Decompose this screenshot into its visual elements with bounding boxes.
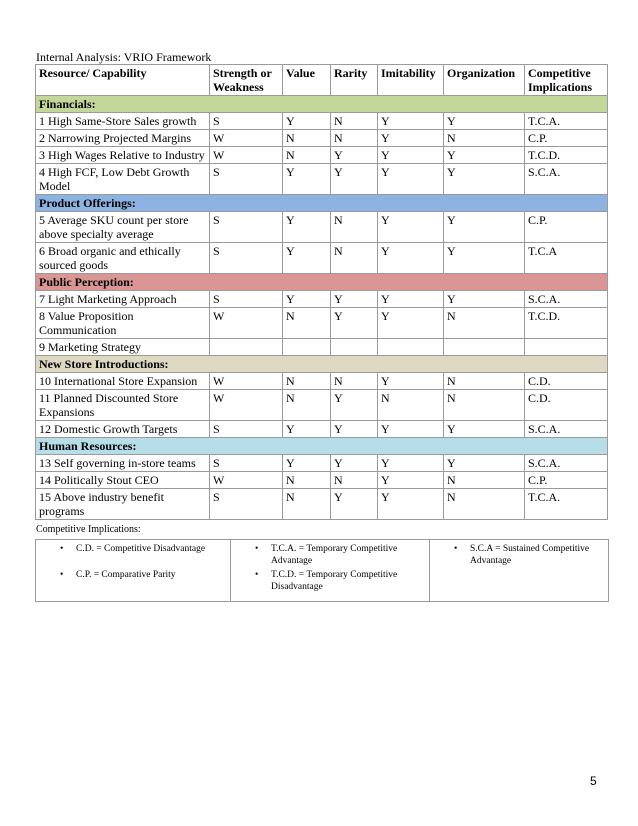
section-row xyxy=(36,195,608,212)
cell-resource: 1 High Same-Store Sales growth xyxy=(36,113,210,130)
cell-imitability: Y xyxy=(378,164,444,195)
table-row xyxy=(36,472,608,489)
cell-implication: S.C.A. xyxy=(525,455,608,472)
section-title: Human Resources: xyxy=(36,438,608,455)
bullet-icon: • xyxy=(60,570,64,580)
page-number: 5 xyxy=(590,774,597,788)
section-title: Product Offerings: xyxy=(36,195,608,212)
cell-strength-weakness: W xyxy=(210,147,283,164)
cell-rarity: Y xyxy=(331,455,378,472)
vrio-table-body xyxy=(36,96,608,520)
cell-organization: Y xyxy=(444,455,525,472)
cell-value: N xyxy=(283,472,331,489)
header-organization: Organization xyxy=(444,65,525,96)
cell-implication: T.C.A. xyxy=(525,113,608,130)
cell-value: Y xyxy=(283,212,331,243)
cell-resource: 3 High Wages Relative to Industry xyxy=(36,147,210,164)
cell-imitability: Y xyxy=(378,489,444,520)
cell-resource: 2 Narrowing Projected Margins xyxy=(36,130,210,147)
table-row xyxy=(36,390,608,421)
table-row xyxy=(36,164,608,195)
section-title: New Store Introductions: xyxy=(36,356,608,373)
cell-implication xyxy=(525,339,608,356)
cell-organization: N xyxy=(444,472,525,489)
cell-imitability: Y xyxy=(378,472,444,489)
cell-strength-weakness: S xyxy=(210,489,283,520)
cell-rarity: N xyxy=(331,113,378,130)
cell-value xyxy=(283,339,331,356)
cell-resource: 4 High FCF, Low Debt Growth Model xyxy=(36,164,210,195)
cell-organization: Y xyxy=(444,291,525,308)
cell-strength-weakness xyxy=(210,339,283,356)
cell-strength-weakness: S xyxy=(210,164,283,195)
section-row xyxy=(36,438,608,455)
cell-value: N xyxy=(283,373,331,390)
header-resource: Resource/ Capability xyxy=(36,65,210,96)
legend-column xyxy=(231,540,430,602)
cell-rarity: Y xyxy=(331,308,378,339)
cell-value: Y xyxy=(283,243,331,274)
cell-resource: 15 Above industry benefit programs xyxy=(36,489,210,520)
cell-strength-weakness: S xyxy=(210,421,283,438)
cell-resource: 9 Marketing Strategy xyxy=(36,339,210,356)
legend-column xyxy=(430,540,609,602)
cell-value: Y xyxy=(283,291,331,308)
cell-organization: N xyxy=(444,373,525,390)
cell-rarity: N xyxy=(331,243,378,274)
cell-strength-weakness: S xyxy=(210,455,283,472)
cell-rarity: Y xyxy=(331,390,378,421)
cell-rarity: N xyxy=(331,472,378,489)
table-row xyxy=(36,212,608,243)
table-row xyxy=(36,113,608,130)
cell-strength-weakness: W xyxy=(210,130,283,147)
cell-resource: 12 Domestic Growth Targets xyxy=(36,421,210,438)
cell-rarity: Y xyxy=(331,489,378,520)
vrio-table xyxy=(35,64,608,520)
table-row xyxy=(36,373,608,390)
cell-organization: Y xyxy=(444,113,525,130)
legend-item xyxy=(40,543,226,555)
cell-value: N xyxy=(283,147,331,164)
cell-implication: T.C.A xyxy=(525,243,608,274)
cell-strength-weakness: S xyxy=(210,291,283,308)
table-row xyxy=(36,489,608,520)
cell-value: Y xyxy=(283,113,331,130)
cell-rarity: Y xyxy=(331,164,378,195)
cell-rarity: Y xyxy=(331,421,378,438)
cell-organization: Y xyxy=(444,243,525,274)
section-title: Financials: xyxy=(36,96,608,113)
cell-implication: C.D. xyxy=(525,373,608,390)
legend-item xyxy=(434,543,604,567)
cell-organization: N xyxy=(444,390,525,421)
cell-value: N xyxy=(283,489,331,520)
table-caption: Internal Analysis: VRIO Framework xyxy=(36,50,212,64)
cell-imitability: Y xyxy=(378,147,444,164)
table-row xyxy=(36,308,608,339)
cell-strength-weakness: W xyxy=(210,390,283,421)
cell-implication: T.C.D. xyxy=(525,308,608,339)
cell-implication: C.P. xyxy=(525,472,608,489)
cell-strength-weakness: W xyxy=(210,308,283,339)
cell-strength-weakness: W xyxy=(210,373,283,390)
legend-title: Competitive Implications: xyxy=(36,524,141,535)
legend-text: C.P. = Comparative Parity xyxy=(76,570,176,580)
cell-resource: 8 Value Proposition Communication xyxy=(36,308,210,339)
cell-resource: 11 Planned Discounted Store Expansions xyxy=(36,390,210,421)
table-row xyxy=(36,243,608,274)
table-row xyxy=(36,147,608,164)
cell-value: N xyxy=(283,308,331,339)
section-row xyxy=(36,96,608,113)
cell-resource: 13 Self governing in-store teams xyxy=(36,455,210,472)
section-title: Public Perception: xyxy=(36,274,608,291)
legend-item xyxy=(235,543,425,567)
cell-value: Y xyxy=(283,421,331,438)
cell-imitability: Y xyxy=(378,130,444,147)
cell-organization: Y xyxy=(444,164,525,195)
cell-implication: S.C.A. xyxy=(525,291,608,308)
cell-strength-weakness: S xyxy=(210,113,283,130)
cell-imitability: Y xyxy=(378,455,444,472)
cell-implication: C.P. xyxy=(525,212,608,243)
cell-organization: N xyxy=(444,489,525,520)
cell-implication: S.C.A. xyxy=(525,421,608,438)
cell-value: N xyxy=(283,390,331,421)
cell-organization: N xyxy=(444,308,525,339)
cell-rarity: Y xyxy=(331,147,378,164)
cell-implication: T.C.A. xyxy=(525,489,608,520)
cell-implication: T.C.D. xyxy=(525,147,608,164)
header-row xyxy=(36,65,608,96)
cell-implication: C.D. xyxy=(525,390,608,421)
cell-strength-weakness: W xyxy=(210,472,283,489)
table-row xyxy=(36,291,608,308)
legend-table xyxy=(35,539,609,602)
cell-strength-weakness: S xyxy=(210,243,283,274)
cell-imitability: Y xyxy=(378,308,444,339)
legend-text: C.D. = Competitive Disadvantage xyxy=(76,544,206,554)
cell-imitability: N xyxy=(378,390,444,421)
cell-imitability xyxy=(378,339,444,356)
bullet-icon: • xyxy=(255,570,259,580)
cell-organization: Y xyxy=(444,421,525,438)
bullet-icon: • xyxy=(454,544,458,554)
table-row xyxy=(36,455,608,472)
legend-item xyxy=(40,569,226,581)
cell-resource: 10 International Store Expansion xyxy=(36,373,210,390)
cell-implication: S.C.A. xyxy=(525,164,608,195)
bullet-icon: • xyxy=(255,544,259,554)
cell-rarity: N xyxy=(331,130,378,147)
cell-imitability: Y xyxy=(378,212,444,243)
cell-rarity: Y xyxy=(331,291,378,308)
bullet-icon: • xyxy=(60,544,64,554)
cell-imitability: Y xyxy=(378,243,444,274)
table-row xyxy=(36,339,608,356)
legend-item xyxy=(235,569,425,593)
cell-value: Y xyxy=(283,164,331,195)
cell-imitability: Y xyxy=(378,113,444,130)
cell-rarity: N xyxy=(331,373,378,390)
cell-imitability: Y xyxy=(378,291,444,308)
header-rarity: Rarity xyxy=(331,65,378,96)
cell-imitability: Y xyxy=(378,373,444,390)
cell-value: Y xyxy=(283,455,331,472)
header-value: Value xyxy=(283,65,331,96)
table-row xyxy=(36,421,608,438)
cell-organization: Y xyxy=(444,212,525,243)
cell-strength-weakness: S xyxy=(210,212,283,243)
cell-organization xyxy=(444,339,525,356)
cell-imitability: Y xyxy=(378,421,444,438)
section-row xyxy=(36,274,608,291)
table-row xyxy=(36,130,608,147)
section-row xyxy=(36,356,608,373)
cell-resource: 7 Light Marketing Approach xyxy=(36,291,210,308)
legend-text: T.C.A. = Temporary Competitive Advantage xyxy=(271,544,398,566)
cell-resource: 5 Average SKU count per store above specialty average xyxy=(36,212,210,243)
cell-value: N xyxy=(283,130,331,147)
cell-rarity: N xyxy=(331,212,378,243)
cell-resource: 6 Broad organic and ethically sourced goods xyxy=(36,243,210,274)
legend-column xyxy=(36,540,231,602)
legend-text: T.C.D. = Temporary Competitive Disadvantage xyxy=(271,570,398,592)
header-imitability: Imitability xyxy=(378,65,444,96)
cell-organization: Y xyxy=(444,147,525,164)
cell-resource: 14 Politically Stout CEO xyxy=(36,472,210,489)
cell-rarity xyxy=(331,339,378,356)
cell-implication: C.P. xyxy=(525,130,608,147)
header-strength: Strength or Weakness xyxy=(210,65,283,96)
legend-text: S.C.A = Sustained Competitive Advantage xyxy=(470,544,590,566)
header-implications: Competitive Implications xyxy=(525,65,608,96)
legend-row xyxy=(36,540,609,602)
cell-organization: N xyxy=(444,130,525,147)
